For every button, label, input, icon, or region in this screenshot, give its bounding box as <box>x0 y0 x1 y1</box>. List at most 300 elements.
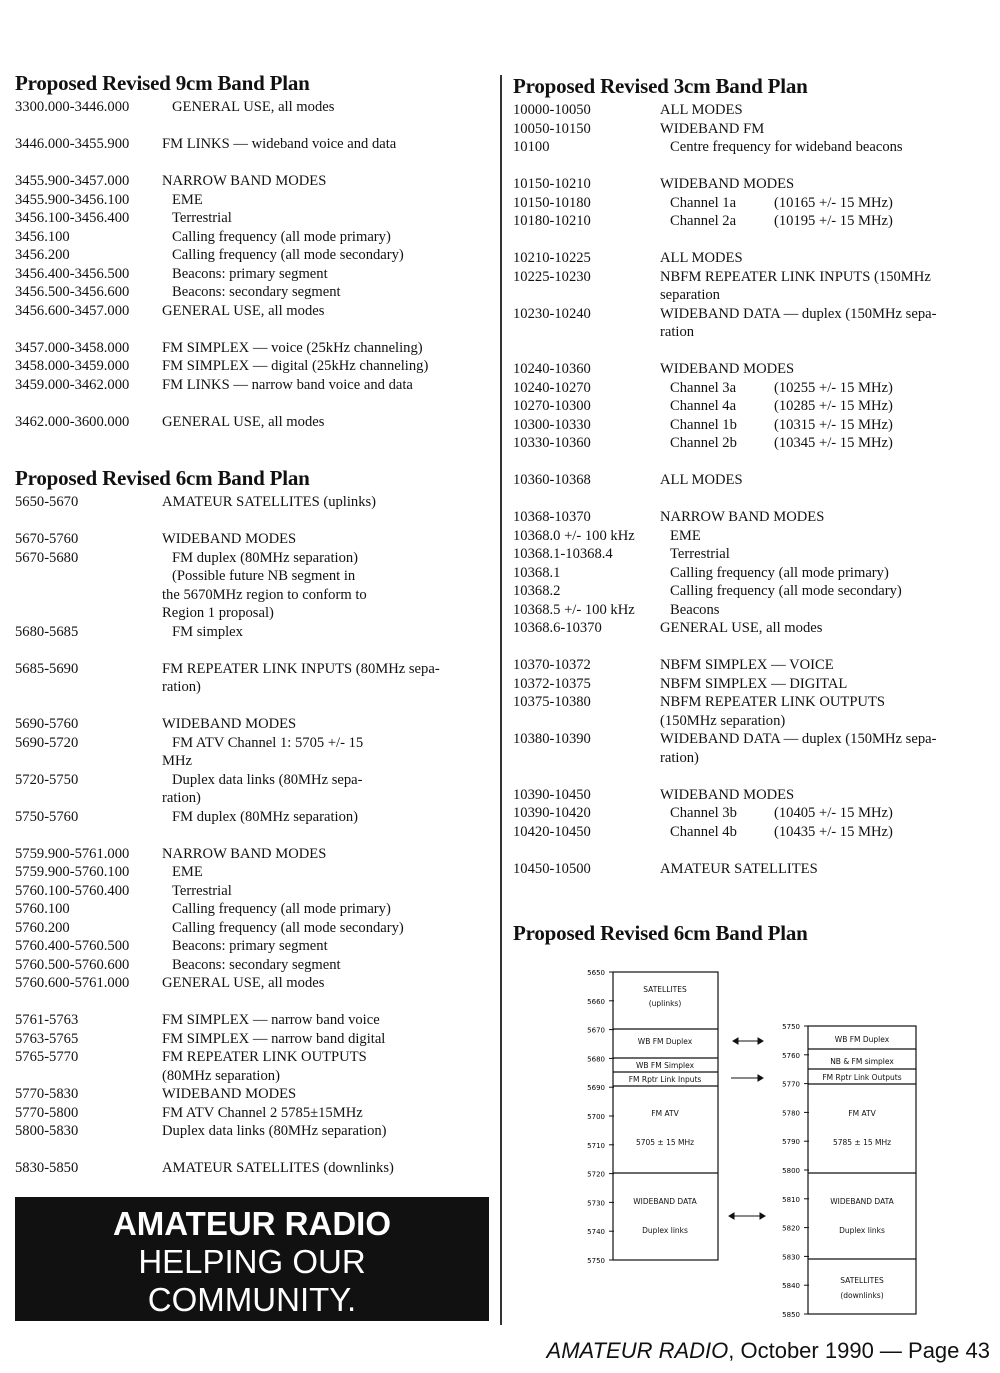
description: Centre frequency for wideband beacons <box>670 139 903 155</box>
frequency: 5760.500-5760.600 <box>15 956 130 973</box>
frequency: 10000-10050 <box>513 102 591 118</box>
band-row <box>513 527 993 546</box>
band-row <box>15 882 490 901</box>
frequency: 3455.900-3456.100 <box>15 191 130 208</box>
frequency: 10368.1 <box>513 564 561 581</box>
frequency <box>15 604 162 623</box>
diagram-tick-label: 5790 <box>782 1138 800 1147</box>
row-gap <box>15 697 490 716</box>
description: ration <box>660 324 695 340</box>
row-gap <box>15 320 490 339</box>
plan-6cm-title: Proposed Revised 6cm Band Plan <box>15 466 310 490</box>
band-row <box>15 900 490 919</box>
left-column <box>15 70 490 1178</box>
channel-range: (10285 +/- 15 MHz) <box>774 398 893 414</box>
frequency: 10330-10360 <box>513 435 591 451</box>
band-row <box>513 619 993 638</box>
dr-sat: SATELLITES <box>840 1276 884 1285</box>
band-row <box>15 1085 490 1104</box>
channel-range: (10405 +/- 15 MHz) <box>774 805 893 821</box>
band-row <box>513 212 993 231</box>
band-row <box>513 564 993 583</box>
frequency: 10390-10450 <box>513 786 591 803</box>
band-row <box>15 919 490 938</box>
frequency: 10100 <box>513 139 550 155</box>
band-row <box>513 434 993 453</box>
diagram-tick-label: 5680 <box>587 1055 605 1064</box>
footer-issue: , October 1990 — Page 43 <box>728 1338 990 1363</box>
band-row <box>15 339 490 358</box>
description: WIDEBAND MODES <box>162 1086 297 1102</box>
band-row <box>15 376 490 395</box>
frequency: 5830-5850 <box>15 1160 79 1176</box>
frequency <box>15 678 162 697</box>
frequency: 5690-5760 <box>15 716 79 732</box>
frequency <box>15 567 162 586</box>
description: Calling frequency (all mode secondary) <box>172 919 404 936</box>
dl-sat2: (uplinks) <box>648 999 682 1008</box>
frequency: 10368-10370 <box>513 509 591 525</box>
band-row <box>15 974 490 993</box>
diagram-title: Proposed Revised 6cm Band Plan <box>513 921 808 945</box>
description: Calling frequency (all mode primary) <box>172 228 391 245</box>
band-row <box>15 567 490 586</box>
band-row <box>15 586 490 605</box>
band-row <box>513 693 993 712</box>
description: FM SIMPLEX — digital (25kHz channeling) <box>162 358 429 374</box>
description <box>660 434 993 453</box>
band-row <box>15 1048 490 1067</box>
description: WIDEBAND DATA — duplex (150MHz sepa- <box>660 731 937 747</box>
row-gap <box>513 638 993 657</box>
band-plan-diagram-svg <box>583 960 923 1330</box>
description: Terrestrial <box>670 546 730 562</box>
dl-wbd: WIDEBAND DATA <box>633 1197 697 1206</box>
description: FM ATV Channel 1: 5705 +/- 15 <box>172 734 364 751</box>
description: EME <box>172 864 203 880</box>
description <box>660 212 993 231</box>
dl-sat: SATELLITES <box>643 985 687 994</box>
dr-rptr: FM Rptr Link Outputs <box>822 1073 902 1082</box>
band-row <box>15 135 490 154</box>
frequency: 5765-5770 <box>15 1049 79 1065</box>
frequency: 10450-10500 <box>513 860 591 877</box>
frequency: 5770-5800 <box>15 1104 79 1121</box>
band-row <box>513 286 993 305</box>
band-row <box>15 228 490 247</box>
band-row <box>513 323 993 342</box>
band-row <box>513 601 993 620</box>
dr-atv: FM ATV <box>848 1109 876 1118</box>
band-row <box>513 804 993 823</box>
frequency: 10372-10375 <box>513 675 591 692</box>
frequency: 3300.000-3446.000 <box>15 99 130 115</box>
description: ALL MODES <box>660 472 743 488</box>
row-gap <box>15 1141 490 1160</box>
frequency: 10210-10225 <box>513 250 591 266</box>
dr-dup: Duplex links <box>839 1226 885 1235</box>
frequency <box>513 749 660 768</box>
frequency: 3456.100 <box>15 228 70 245</box>
description: Calling frequency (all mode primary) <box>670 564 889 581</box>
dr-nb: NB & FM simplex <box>830 1057 894 1066</box>
band-row <box>15 789 490 808</box>
frequency: 5670-5760 <box>15 531 79 547</box>
band-row <box>15 530 490 549</box>
description: Beacons: secondary segment <box>172 284 341 300</box>
band-row <box>15 623 490 642</box>
band-row <box>15 715 490 734</box>
band-row <box>15 493 490 512</box>
band-row <box>513 786 993 805</box>
frequency: 10150-10180 <box>513 194 591 211</box>
description: GENERAL USE, all modes <box>162 302 325 319</box>
band-row <box>513 397 993 416</box>
frequency: 5680-5685 <box>15 623 79 640</box>
frequency: 5800-5830 <box>15 1123 79 1139</box>
band-row <box>513 749 993 768</box>
frequency: 10368.5 +/- 100 kHz <box>513 601 635 618</box>
description: Beacons: primary segment <box>172 938 328 954</box>
channel-range: (10345 +/- 15 MHz) <box>774 435 893 451</box>
description: ALL MODES <box>660 250 743 266</box>
band-plan-diagram <box>583 960 923 1330</box>
frequency <box>15 1067 162 1086</box>
row-gap <box>15 826 490 845</box>
description: WIDEBAND DATA — duplex (150MHz sepa- <box>660 305 937 322</box>
band-row <box>15 863 490 882</box>
band-row <box>15 678 490 697</box>
band-row <box>513 545 993 564</box>
description: (80MHz separation) <box>162 1067 280 1084</box>
frequency: 10240-10270 <box>513 379 591 396</box>
description: FM REPEATER LINK OUTPUTS <box>162 1049 367 1065</box>
channel-name: Channel 3b <box>670 805 737 821</box>
row-gap <box>513 157 993 176</box>
band-row <box>513 730 993 749</box>
frequency <box>15 586 162 605</box>
channel-range: (10165 +/- 15 MHz) <box>774 194 893 211</box>
frequency: 10300-10330 <box>513 416 591 433</box>
description: GENERAL USE, all modes <box>660 620 823 636</box>
channel-range: (10435 +/- 15 MHz) <box>774 823 893 840</box>
dl-wbsim: WB FM Simplex <box>635 1061 695 1070</box>
channel-name: Channel 4a <box>670 398 737 414</box>
diagram-tick-label: 5740 <box>587 1228 605 1237</box>
plan-6cm-table <box>15 493 490 1178</box>
description: Calling frequency (all mode primary) <box>172 901 391 917</box>
description: MHz <box>162 753 192 769</box>
frequency: 10230-10240 <box>513 305 591 322</box>
description: WIDEBAND MODES <box>162 716 297 732</box>
description: Duplex data links (80MHz separation) <box>162 1123 387 1139</box>
band-row <box>513 656 993 675</box>
dr-sat2: (downlinks) <box>840 1291 884 1300</box>
band-row <box>513 268 993 287</box>
diagram-tick-label: 5650 <box>587 969 605 977</box>
frequency: 5760.100 <box>15 901 70 917</box>
column-divider <box>500 75 502 1325</box>
band-row <box>15 265 490 284</box>
frequency: 3446.000-3455.900 <box>15 136 130 152</box>
plan-3cm-table <box>513 101 993 878</box>
description: FM SIMPLEX — narrow band voice <box>162 1012 380 1028</box>
band-row <box>15 246 490 265</box>
mapping-arrows <box>729 1038 765 1219</box>
description: WIDEBAND MODES <box>162 531 297 547</box>
diagram-tick-label: 5850 <box>782 1311 800 1319</box>
description: NBFM REPEATER LINK OUTPUTS <box>660 694 886 710</box>
description <box>660 823 993 842</box>
description: ALL MODES <box>660 102 743 118</box>
description: separation <box>660 287 720 303</box>
description: Beacons: secondary segment <box>172 956 341 973</box>
diagram-tick-label: 5760 <box>782 1051 800 1060</box>
diagram-tick-label: 5730 <box>587 1199 605 1208</box>
row-gap <box>15 641 490 660</box>
frequency: 5760.400-5760.500 <box>15 938 130 954</box>
frequency: 10380-10390 <box>513 731 591 747</box>
frequency: 10420-10450 <box>513 823 591 840</box>
description: Duplex data links (80MHz sepa- <box>172 771 363 788</box>
frequency: 5750-5760 <box>15 808 79 825</box>
band-row <box>513 416 993 435</box>
band-row <box>15 98 490 117</box>
dl-dup: Duplex links <box>642 1226 688 1235</box>
band-row <box>513 379 993 398</box>
plan-9cm-table <box>15 98 490 431</box>
diagram-tick-label: 5660 <box>587 997 605 1006</box>
dl-atvf: 5705 ± 15 MHz <box>635 1138 695 1147</box>
frequency: 10150-10210 <box>513 176 591 192</box>
banner-line-3: COMMUNITY. <box>147 1281 357 1318</box>
description: Terrestrial <box>172 210 232 226</box>
frequency: 10270-10300 <box>513 398 591 414</box>
diagram-tick-label: 5840 <box>782 1282 800 1291</box>
channel-name: Channel 4b <box>670 823 737 840</box>
description: FM LINKS — narrow band voice and data <box>162 376 413 393</box>
band-row <box>513 120 993 139</box>
frequency: 5759.900-5760.100 <box>15 864 130 880</box>
band-row <box>15 771 490 790</box>
description: FM SIMPLEX — voice (25kHz channeling) <box>162 339 423 356</box>
channel-range: (10195 +/- 15 MHz) <box>774 213 893 229</box>
description: FM REPEATER LINK INPUTS (80MHz sepa- <box>162 660 440 677</box>
diagram-tick-label: 5770 <box>782 1080 800 1089</box>
description: ration) <box>660 749 699 766</box>
row-gap <box>513 767 993 786</box>
dl-rptr: FM Rptr Link Inputs <box>628 1075 702 1084</box>
description: FM ATV Channel 2 5785±15MHz <box>162 1104 363 1121</box>
band-row <box>513 249 993 268</box>
description: AMATEUR SATELLITES (uplinks) <box>162 494 377 510</box>
right-column <box>513 73 993 948</box>
frequency: 3456.400-3456.500 <box>15 265 130 282</box>
band-row <box>513 582 993 601</box>
channel-name: Channel 3a <box>670 379 737 396</box>
row-gap <box>513 342 993 361</box>
row-gap <box>513 231 993 250</box>
channel-range: (10255 +/- 15 MHz) <box>774 379 893 396</box>
band-row <box>513 175 993 194</box>
description: ration) <box>162 790 201 806</box>
band-row <box>15 283 490 302</box>
band-row <box>513 823 993 842</box>
frequency <box>513 323 660 342</box>
row-gap <box>15 154 490 173</box>
description: Region 1 proposal) <box>162 605 274 621</box>
frequency: 10240-10360 <box>513 361 591 377</box>
frequency: 3456.100-3456.400 <box>15 210 130 226</box>
band-row <box>15 413 490 432</box>
channel-name: Channel 2b <box>670 435 737 451</box>
description: FM simplex <box>172 623 243 640</box>
channel-name: Channel 2a <box>670 213 737 229</box>
frequency: 5770-5830 <box>15 1086 79 1102</box>
description: the 5670MHz region to conform to <box>162 586 367 603</box>
frequency: 5759.900-5761.000 <box>15 845 130 862</box>
description: NBFM SIMPLEX — DIGITAL <box>660 675 848 692</box>
frequency: 5763-5765 <box>15 1030 79 1047</box>
band-row <box>15 808 490 827</box>
description: AMATEUR SATELLITES (downlinks) <box>162 1160 394 1176</box>
frequency: 3459.000-3462.000 <box>15 376 130 393</box>
description: EME <box>172 191 203 208</box>
band-row <box>15 1104 490 1123</box>
frequency: 5670-5680 <box>15 549 79 566</box>
description <box>660 804 993 823</box>
amateur-radio-banner <box>15 1197 489 1321</box>
row-gap <box>15 117 490 136</box>
description <box>660 416 993 435</box>
description: WIDEBAND MODES <box>660 361 795 377</box>
description: AMATEUR SATELLITES <box>660 860 818 877</box>
band-row <box>15 1122 490 1141</box>
frequency: 5760.100-5760.400 <box>15 882 130 899</box>
row-gap <box>513 841 993 860</box>
band-row <box>15 549 490 568</box>
description: Beacons: primary segment <box>172 265 328 282</box>
band-row <box>15 734 490 753</box>
band-row <box>15 1011 490 1030</box>
description: Calling frequency (all mode secondary) <box>172 247 404 263</box>
diagram-tick-label: 5720 <box>587 1170 605 1179</box>
banner-line-1: AMATEUR RADIO <box>112 1205 392 1242</box>
frequency: 10180-10210 <box>513 213 591 229</box>
band-row <box>513 860 993 879</box>
description: (150MHz separation) <box>660 712 786 729</box>
description: WIDEBAND FM <box>660 120 765 137</box>
band-row <box>15 172 490 191</box>
diagram-tick-label: 5810 <box>782 1195 800 1204</box>
frequency: 10368.6-10370 <box>513 620 602 636</box>
dl-atv: FM ATV <box>651 1109 679 1118</box>
diagram-tick-label: 5820 <box>782 1224 800 1233</box>
channel-name: Channel 1a <box>670 194 737 211</box>
band-row <box>15 1067 490 1086</box>
description: NARROW BAND MODES <box>660 509 825 525</box>
row-gap <box>513 453 993 472</box>
frequency: 10390-10420 <box>513 805 591 821</box>
frequency: 3458.000-3459.000 <box>15 358 130 374</box>
description: FM SIMPLEX — narrow band digital <box>162 1030 386 1047</box>
frequency: 3456.500-3456.600 <box>15 284 130 300</box>
frequency: 10225-10230 <box>513 268 591 285</box>
description: Terrestrial <box>172 882 232 899</box>
dr-wbdup: WB FM Duplex <box>834 1035 890 1044</box>
band-row <box>513 712 993 731</box>
frequency <box>15 789 162 808</box>
frequency: 3457.000-3458.000 <box>15 339 130 356</box>
dl-wbdup: WB FM Duplex <box>637 1037 693 1046</box>
diagram-tick-label: 5750 <box>782 1023 800 1031</box>
diagram-tick-label: 5670 <box>587 1026 605 1035</box>
band-row <box>15 209 490 228</box>
band-row <box>15 302 490 321</box>
frequency: 5760.200 <box>15 919 70 936</box>
diagram-tick-label: 5780 <box>782 1109 800 1118</box>
plan-3cm-title: Proposed Revised 3cm Band Plan <box>513 74 808 98</box>
channel-range: (10315 +/- 15 MHz) <box>774 416 893 433</box>
banner-line-2: HELPING OUR <box>138 1243 366 1280</box>
frequency: 3456.200 <box>15 247 70 263</box>
band-row <box>15 752 490 771</box>
diagram-tick-label: 5710 <box>587 1141 605 1150</box>
frequency <box>513 712 660 731</box>
frequency: 5720-5750 <box>15 771 79 788</box>
description <box>660 379 993 398</box>
description: ration) <box>162 679 201 695</box>
diagram-tick-label: 5690 <box>587 1084 605 1093</box>
frequency: 10368.2 <box>513 583 561 599</box>
band-row <box>15 191 490 210</box>
diagram-tick-label: 5750 <box>587 1257 605 1265</box>
frequency: 5685-5690 <box>15 660 79 677</box>
description: NARROW BAND MODES <box>162 173 327 189</box>
description: EME <box>670 527 701 544</box>
description: NBFM SIMPLEX — VOICE <box>660 657 834 673</box>
frequency <box>513 286 660 305</box>
band-row <box>15 660 490 679</box>
frequency: 10368.1-10368.4 <box>513 546 613 562</box>
description: Beacons <box>670 601 720 618</box>
frequency: 3456.600-3457.000 <box>15 302 130 319</box>
frequency: 10370-10372 <box>513 657 591 673</box>
band-row <box>513 138 993 157</box>
band-row <box>15 604 490 623</box>
frequency: 3462.000-3600.000 <box>15 413 130 430</box>
band-row <box>513 508 993 527</box>
description: (Possible future NB segment in <box>172 568 356 584</box>
description: NARROW BAND MODES <box>162 845 327 862</box>
footer-publication: AMATEUR RADIO <box>546 1338 729 1363</box>
frequency: 10375-10380 <box>513 694 591 710</box>
band-row <box>15 1159 490 1178</box>
description: FM LINKS — wideband voice and data <box>162 136 397 152</box>
description: Calling frequency (all mode secondary) <box>670 583 902 599</box>
diagram-tick-label: 5800 <box>782 1167 800 1175</box>
band-row <box>15 357 490 376</box>
row-gap <box>15 512 490 531</box>
band-row <box>513 471 993 490</box>
dr-wbd: WIDEBAND DATA <box>830 1197 894 1206</box>
description <box>660 194 993 213</box>
row-gap <box>15 394 490 413</box>
diagram-tick-label: 5830 <box>782 1253 800 1262</box>
band-row <box>15 1030 490 1049</box>
description: NBFM REPEATER LINK INPUTS (150MHz <box>660 268 931 285</box>
frequency: 10050-10150 <box>513 120 591 137</box>
